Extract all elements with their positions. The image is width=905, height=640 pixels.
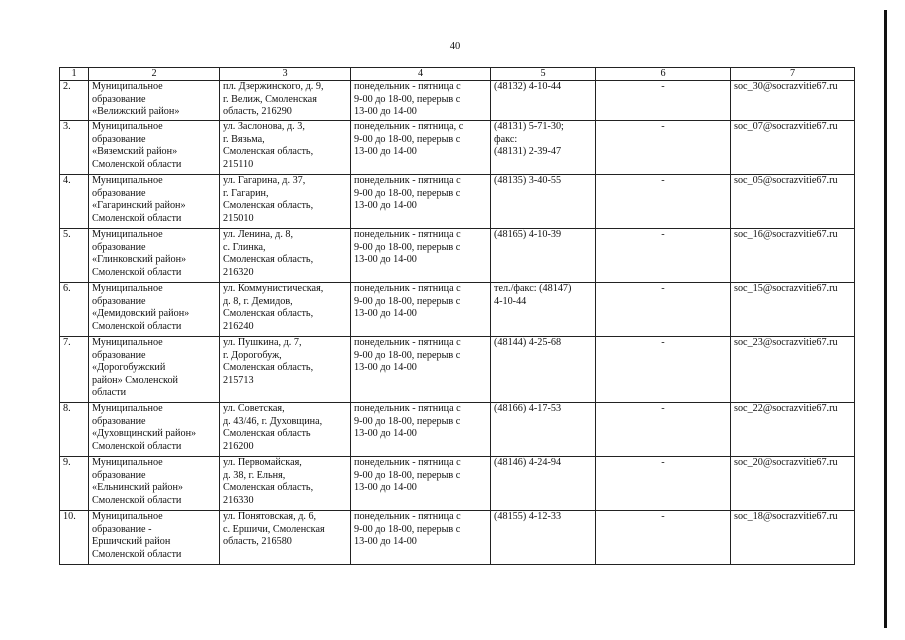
working-hours: понедельник - пятница с 9-00 до 18-00, перерыв с 13-00 до 14-00 <box>351 457 491 511</box>
email: soc_18@socrazvitie67.ru <box>731 511 855 565</box>
address: ул. Заслонова, д. 3, г. Вязьма, Смоленская область, 215110 <box>220 121 351 175</box>
working-hours: понедельник - пятница с 9-00 до 18-00, перерыв с 13-00 до 14-00 <box>351 337 491 403</box>
column-6-value: - <box>596 175 731 229</box>
phone: (48135) 3-40-55 <box>491 175 596 229</box>
column-6-value: - <box>596 511 731 565</box>
column-header: 5 <box>491 68 596 81</box>
scan-edge-bar <box>884 10 887 628</box>
column-header: 2 <box>89 68 220 81</box>
address: пл. Дзержинского, д. 9, г. Велиж, Смоленская область, 216290 <box>220 81 351 121</box>
municipality-name: Муниципальное образование «Гагаринский район» Смоленской области <box>89 175 220 229</box>
row-number: 9. <box>60 457 89 511</box>
column-6-value: - <box>596 229 731 283</box>
row-number: 3. <box>60 121 89 175</box>
working-hours: понедельник - пятница, с 9-00 до 18-00, перерыв с 13-00 до 14-00 <box>351 121 491 175</box>
table-row <box>60 511 855 565</box>
municipality-name: Муниципальное образование - Ершичский район Смоленской области <box>89 511 220 565</box>
table-row <box>60 403 855 457</box>
municipality-name: Муниципальное образование «Духовщинский район» Смоленской области <box>89 403 220 457</box>
municipality-name: Муниципальное образование «Вяземский район» Смоленской области <box>89 121 220 175</box>
column-6-value: - <box>596 457 731 511</box>
email: soc_30@socrazvitie67.ru <box>731 81 855 121</box>
phone: (48131) 5-71-30; факс: (48131) 2-39-47 <box>491 121 596 175</box>
email: soc_16@socrazvitie67.ru <box>731 229 855 283</box>
working-hours: понедельник - пятница с 9-00 до 18-00, перерыв с 13-00 до 14-00 <box>351 403 491 457</box>
address: ул. Гагарина, д. 37, г. Гагарин, Смоленская область, 215010 <box>220 175 351 229</box>
row-number: 8. <box>60 403 89 457</box>
row-number: 7. <box>60 337 89 403</box>
email: soc_05@socrazvitie67.ru <box>731 175 855 229</box>
table-row <box>60 229 855 283</box>
page-number: 40 <box>449 41 461 52</box>
address: ул. Понятовская, д. 6, с. Ершичи, Смоленская область, 216580 <box>220 511 351 565</box>
address: ул. Пушкина, д. 7, г. Дорогобуж, Смоленская область, 215713 <box>220 337 351 403</box>
column-header: 7 <box>731 68 855 81</box>
working-hours: понедельник - пятница с 9-00 до 18-00, перерыв с 13-00 до 14-00 <box>351 229 491 283</box>
working-hours: понедельник - пятница с 9-00 до 18-00, перерыв с 13-00 до 14-00 <box>351 175 491 229</box>
column-6-value: - <box>596 121 731 175</box>
phone: (48165) 4-10-39 <box>491 229 596 283</box>
email: soc_15@socrazvitie67.ru <box>731 283 855 337</box>
column-header: 3 <box>220 68 351 81</box>
column-6-value: - <box>596 283 731 337</box>
working-hours: понедельник - пятница с 9-00 до 18-00, перерыв с 13-00 до 14-00 <box>351 511 491 565</box>
row-number: 2. <box>60 81 89 121</box>
phone: (48146) 4-24-94 <box>491 457 596 511</box>
email: soc_07@socrazvitie67.ru <box>731 121 855 175</box>
table-row <box>60 175 855 229</box>
column-header: 6 <box>596 68 731 81</box>
column-header: 4 <box>351 68 491 81</box>
table-row <box>60 457 855 511</box>
phone: тел./факс: (48147) 4-10-44 <box>491 283 596 337</box>
municipality-name: Муниципальное образование «Глинковский район» Смоленской области <box>89 229 220 283</box>
row-number: 10. <box>60 511 89 565</box>
working-hours: понедельник - пятница с 9-00 до 18-00, перерыв с 13-00 до 14-00 <box>351 81 491 121</box>
table-row <box>60 283 855 337</box>
offices-table <box>59 67 855 565</box>
municipality-name: Муниципальное образование «Велижский район» <box>89 81 220 121</box>
row-number: 4. <box>60 175 89 229</box>
email: soc_22@socrazvitie67.ru <box>731 403 855 457</box>
table-row <box>60 337 855 403</box>
municipality-name: Муниципальное образование «Ельнинский район» Смоленской области <box>89 457 220 511</box>
address: ул. Коммунистическая, д. 8, г. Демидов, Смоленская область, 216240 <box>220 283 351 337</box>
municipality-name: Муниципальное образование «Демидовский район» Смоленской области <box>89 283 220 337</box>
row-number: 6. <box>60 283 89 337</box>
column-header-row <box>60 68 855 81</box>
phone: (48155) 4-12-33 <box>491 511 596 565</box>
address: ул. Советская, д. 43/46, г. Духовщина, Смоленская область 216200 <box>220 403 351 457</box>
row-number: 5. <box>60 229 89 283</box>
municipality-name: Муниципальное образование «Дорогобужский район» Смоленской области <box>89 337 220 403</box>
column-6-value: - <box>596 337 731 403</box>
address: ул. Ленина, д. 8, с. Глинка, Смоленская область, 216320 <box>220 229 351 283</box>
phone: (48144) 4-25-68 <box>491 337 596 403</box>
column-6-value: - <box>596 81 731 121</box>
phone: (48132) 4-10-44 <box>491 81 596 121</box>
table-row <box>60 121 855 175</box>
email: soc_23@socrazvitie67.ru <box>731 337 855 403</box>
phone: (48166) 4-17-53 <box>491 403 596 457</box>
column-header: 1 <box>60 68 89 81</box>
address: ул. Первомайская, д. 38, г. Ельня, Смоленская область, 216330 <box>220 457 351 511</box>
email: soc_20@socrazvitie67.ru <box>731 457 855 511</box>
table-row <box>60 81 855 121</box>
column-6-value: - <box>596 403 731 457</box>
working-hours: понедельник - пятница с 9-00 до 18-00, перерыв с 13-00 до 14-00 <box>351 283 491 337</box>
